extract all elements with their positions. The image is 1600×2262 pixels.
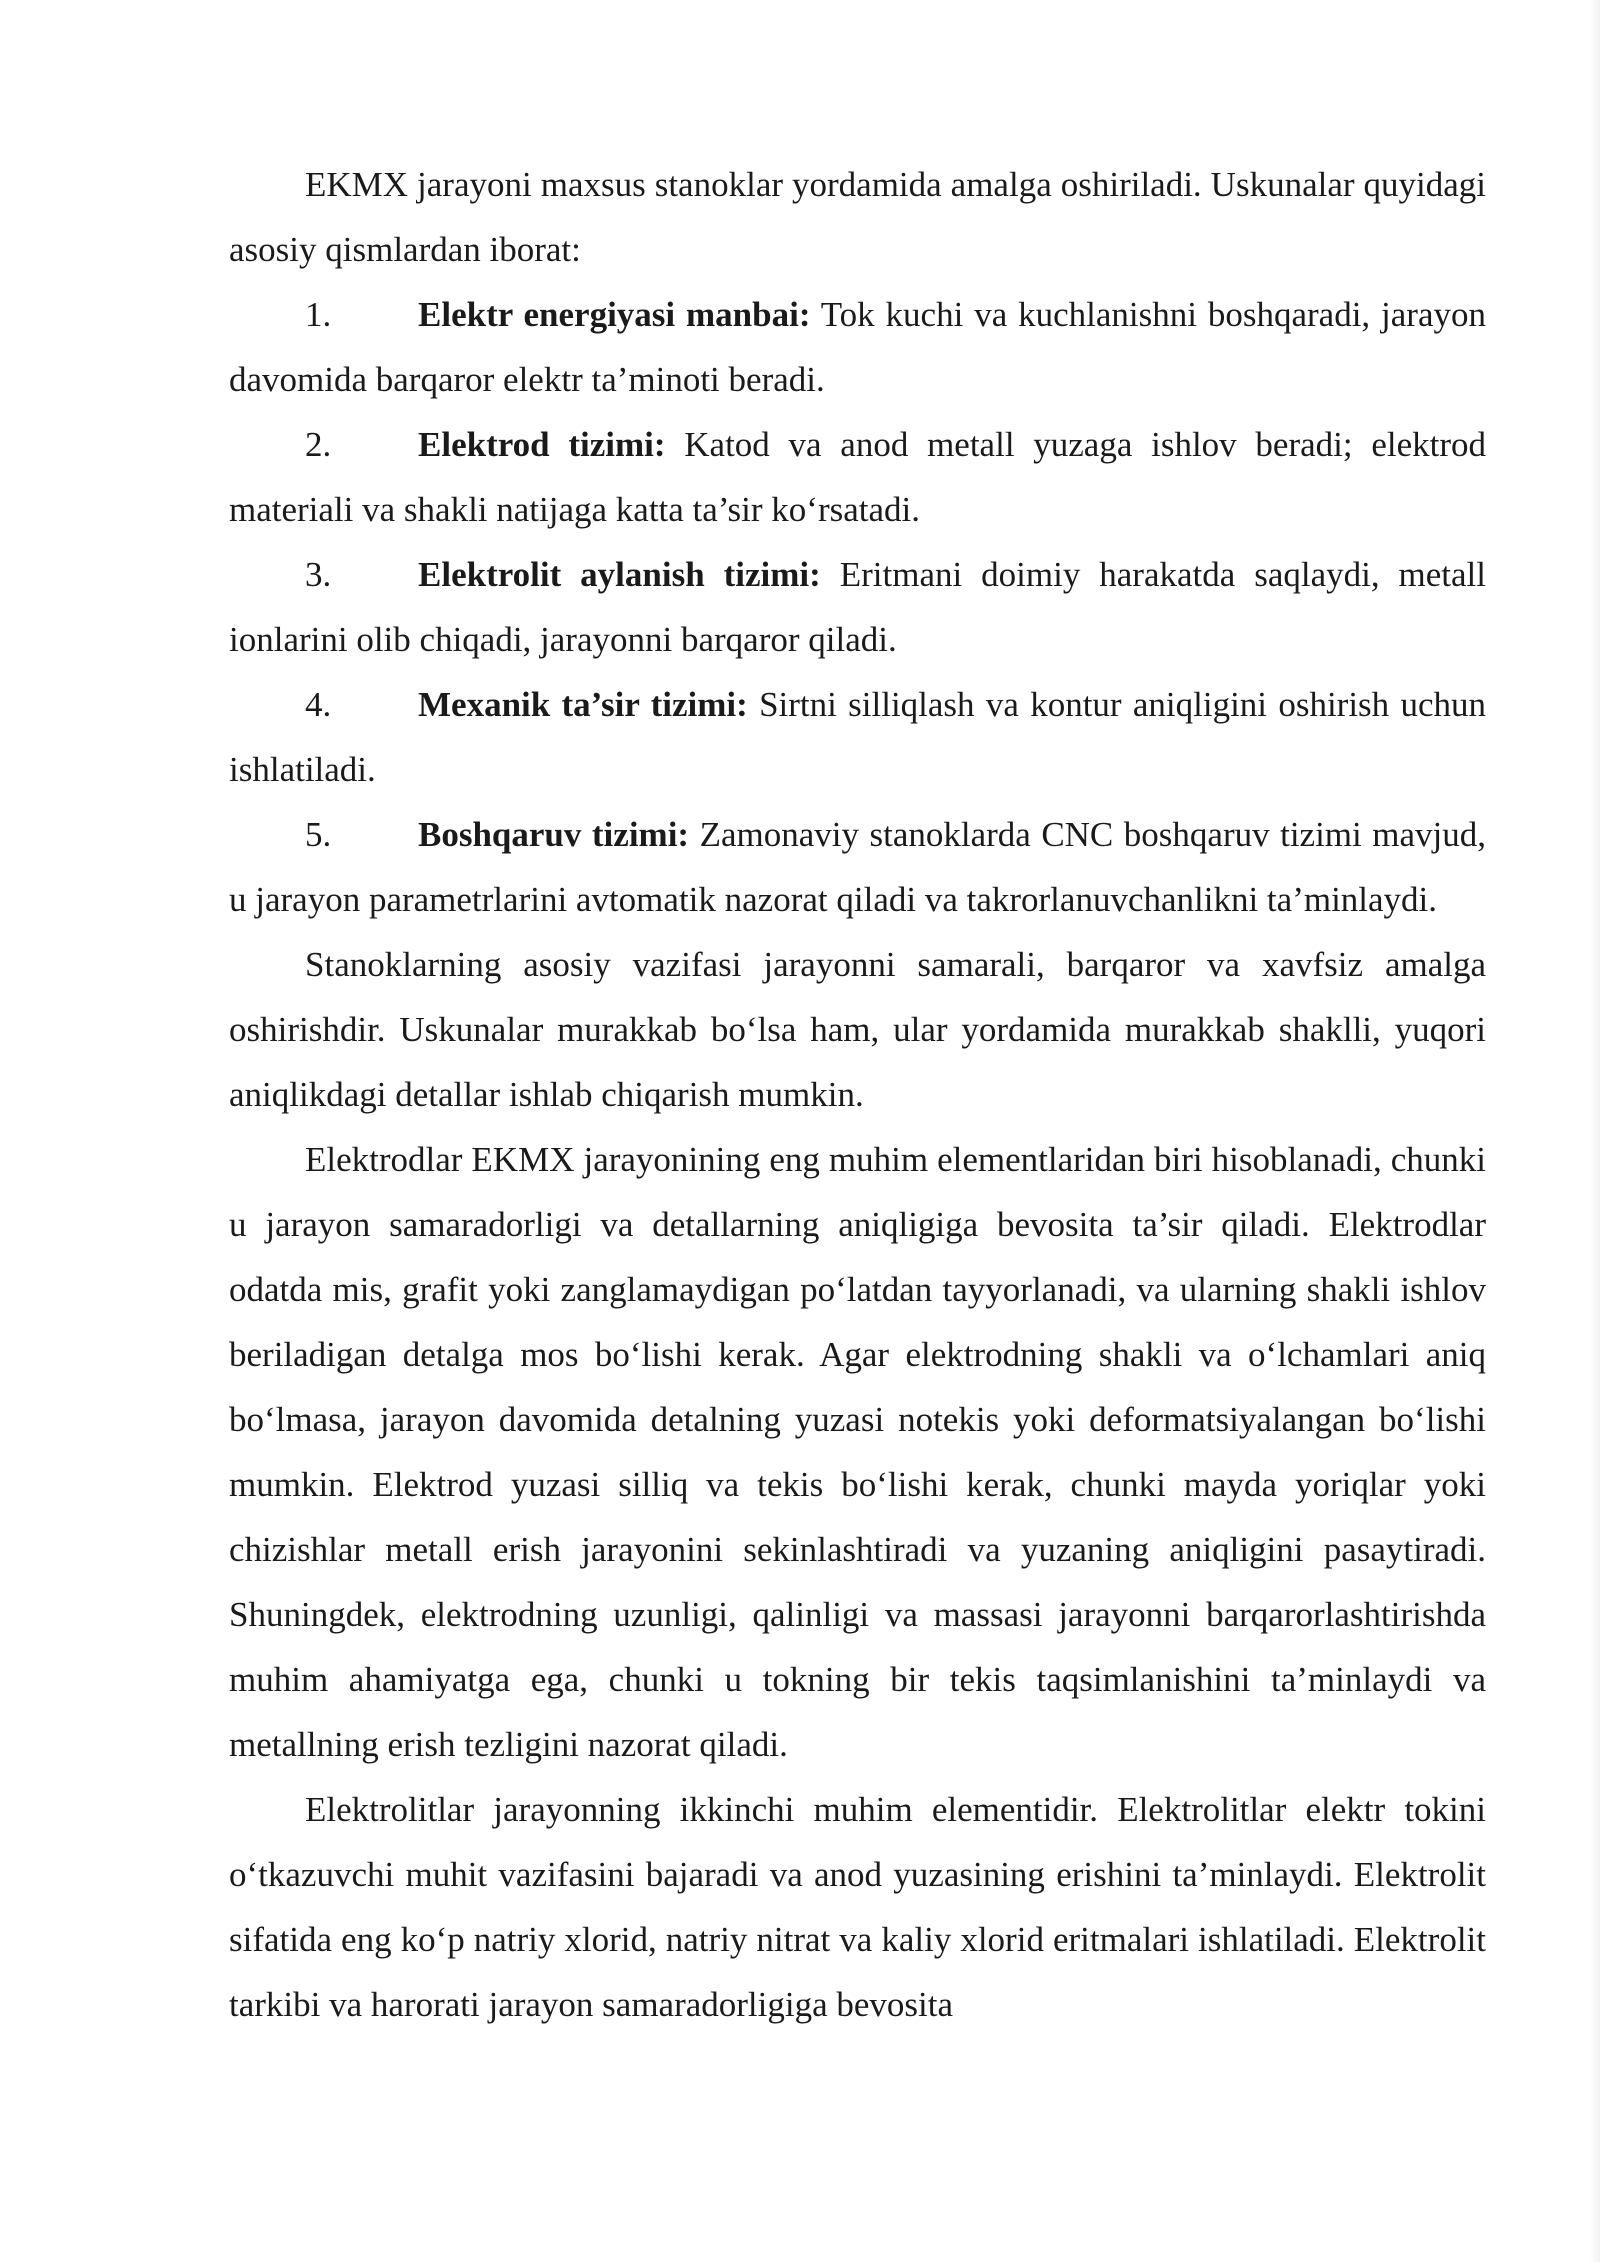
- list-item: [229, 412, 1486, 542]
- list-item-text: Zamonaviy stanoklarda CNC boshqaruv tizimi mavjud, u jarayon parametrlarini avtomatik nazorat qiladi va takrorlanuvchanlikni ta’minlaydi.: [229, 815, 1486, 919]
- intro-paragraph: EKMX jarayoni maxsus stanoklar yordamida amalga oshiriladi. Uskunalar quyidagi asosiy qismlardan iborat:: [229, 165, 1486, 269]
- list-item-title: Boshqaruv tizimi:: [418, 815, 690, 854]
- list-item-title: Elektrolit aylanish tizimi:: [418, 555, 821, 594]
- list-item-number: 2.: [305, 425, 332, 464]
- list-item-text: Tok kuchi va kuchlanishni boshqaradi, jarayon davomida barqaror elektr ta’minoti beradi.: [229, 295, 1487, 399]
- body-paragraph: Elektrodlar EKMX jarayonining eng muhim elementlaridan biri hisoblanadi, chunki u jarayon samaradorligi va detallarning aniqligiga bevosita ta’sir qiladi. Elektrodlar odatda mis, grafit yoki zanglamaydigan po‘latdan tayyorlanadi, va ularning shakli ishlov beriladigan detalga mos bo‘lishi kerak. Agar elektrodning shakli va o‘lchamlari aniq bo‘lmasa, jarayon davomida detalning yuzasi notekis yoki deformatsiyalangan bo‘lishi mumkin. Elektrod yuzasi silliq va tekis bo‘lishi kerak, chunki mayda yoriqlar yoki chizishlar metall erish jarayonini sekinlashtiradi va yuzaning aniqligini pasaytiradi. Shuningdek, elektrodning uzunligi, qalinligi va massasi jarayonni barqarorlashtirishda muhim ahamiyatga ega, chunki u tokning bir tekis taqsimlanishini ta’minlaydi va metallning erish tezligini nazorat qiladi.: [229, 1140, 1486, 1764]
- list-item: [229, 802, 1486, 932]
- list-item-number: 5.: [305, 815, 332, 854]
- list-item-title: Mexanik ta’sir tizimi:: [418, 685, 748, 724]
- list-item: [229, 542, 1486, 672]
- list-item: [229, 282, 1486, 412]
- list-item: [229, 672, 1486, 802]
- list-item-text: Katod va anod metall yuzaga ishlov beradi; elektrod materiali va shakli natijaga katta ta’sir ko‘rsatadi.: [229, 425, 1487, 529]
- list-item-number: 4.: [305, 685, 332, 724]
- document-page: [229, 152, 1486, 2037]
- equipment-list: [229, 282, 1486, 932]
- body-paragraph: Elektrolitlar jarayonning ikkinchi muhim elementidir. Elektrolitlar elektr tokini o‘tkazuvchi muhit vazifasini bajaradi va anod yuzasining erishini ta’minlaydi. Elektrolit sifatida eng ko‘p natriy xlorid, natriy nitrat va kaliy xlorid eritmalari ishlatiladi. Elektrolit tarkibi va harorati jarayon samaradorligiga bevosita: [229, 1790, 1486, 2024]
- list-item-text: Sirtni silliqlash va kontur aniqligini oshirish uchun ishlatiladi.: [229, 685, 1487, 789]
- list-item-text: Eritmani doimiy harakatda saqlaydi, metall ionlarini olib chiqadi, jarayonni barqaror qiladi.: [229, 555, 1487, 659]
- list-item-title: Elektr energiyasi manbai:: [418, 295, 811, 334]
- body-paragraph: Stanoklarning asosiy vazifasi jarayonni samarali, barqaror va xavfsiz amalga oshirishdir. Uskunalar murakkab bo‘lsa ham, ular yordamida murakkab shaklli, yuqori aniqlikdagi detallar ishlab chiqarish mumkin.: [229, 945, 1486, 1114]
- list-item-number: 3.: [305, 555, 332, 594]
- list-item-number: 1.: [305, 295, 332, 334]
- page-edge-shadow: [1590, 0, 1600, 2262]
- list-item-title: Elektrod tizimi:: [418, 425, 666, 464]
